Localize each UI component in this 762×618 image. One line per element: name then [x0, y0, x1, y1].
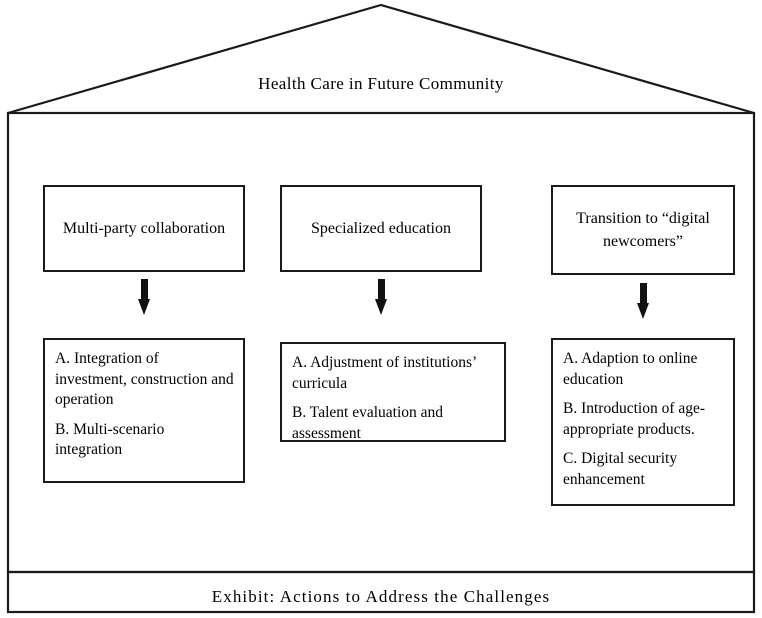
outcome-item: B. Talent evaluation and assessment [292, 404, 444, 442]
pillar-label-2: Specialized education [280, 185, 482, 272]
exhibit-caption: Exhibit: Actions to Address the Challenges [211, 587, 551, 606]
outcome-box-3 [551, 338, 735, 506]
diagram-title: Health Care in Future Community [258, 74, 504, 93]
arrow-shaft [378, 279, 385, 301]
down-arrow-icon-2 [280, 279, 482, 315]
outcome-item: A. Integration of investment, construction and operation [55, 350, 234, 409]
pillar-label-3: Transition to “digital newcomers” [551, 185, 735, 275]
down-arrow-icon [138, 279, 151, 315]
outcome-item: B. Introduction of age-appropriate products. [563, 400, 706, 438]
outcome-box-2 [280, 342, 506, 442]
arrow-head [637, 303, 649, 319]
down-arrow-icon [637, 283, 650, 319]
outcome-item: A. Adaption to online education [563, 350, 698, 388]
arrow-head [375, 299, 387, 315]
down-arrow-icon-3 [551, 283, 735, 319]
arrow-shaft [640, 283, 647, 305]
pillar-label-1: Multi-party collaboration [43, 185, 245, 272]
outcome-item: A. Adjustment of institutions’ curricula [292, 354, 476, 392]
arrow-shaft [141, 279, 148, 301]
outcome-box-1 [43, 338, 245, 483]
down-arrow-icon-1 [43, 279, 245, 315]
down-arrow-icon [375, 279, 388, 315]
column-digital-newcomers [551, 185, 735, 275]
arrow-head [138, 299, 150, 315]
roof-outline [8, 5, 754, 113]
outcome-item: B. Multi-scenario integration [55, 420, 165, 459]
column-multi-party-collaboration [43, 185, 245, 272]
outcome-item: C. Digital security enhancement [563, 450, 678, 489]
column-specialized-education [280, 185, 482, 272]
